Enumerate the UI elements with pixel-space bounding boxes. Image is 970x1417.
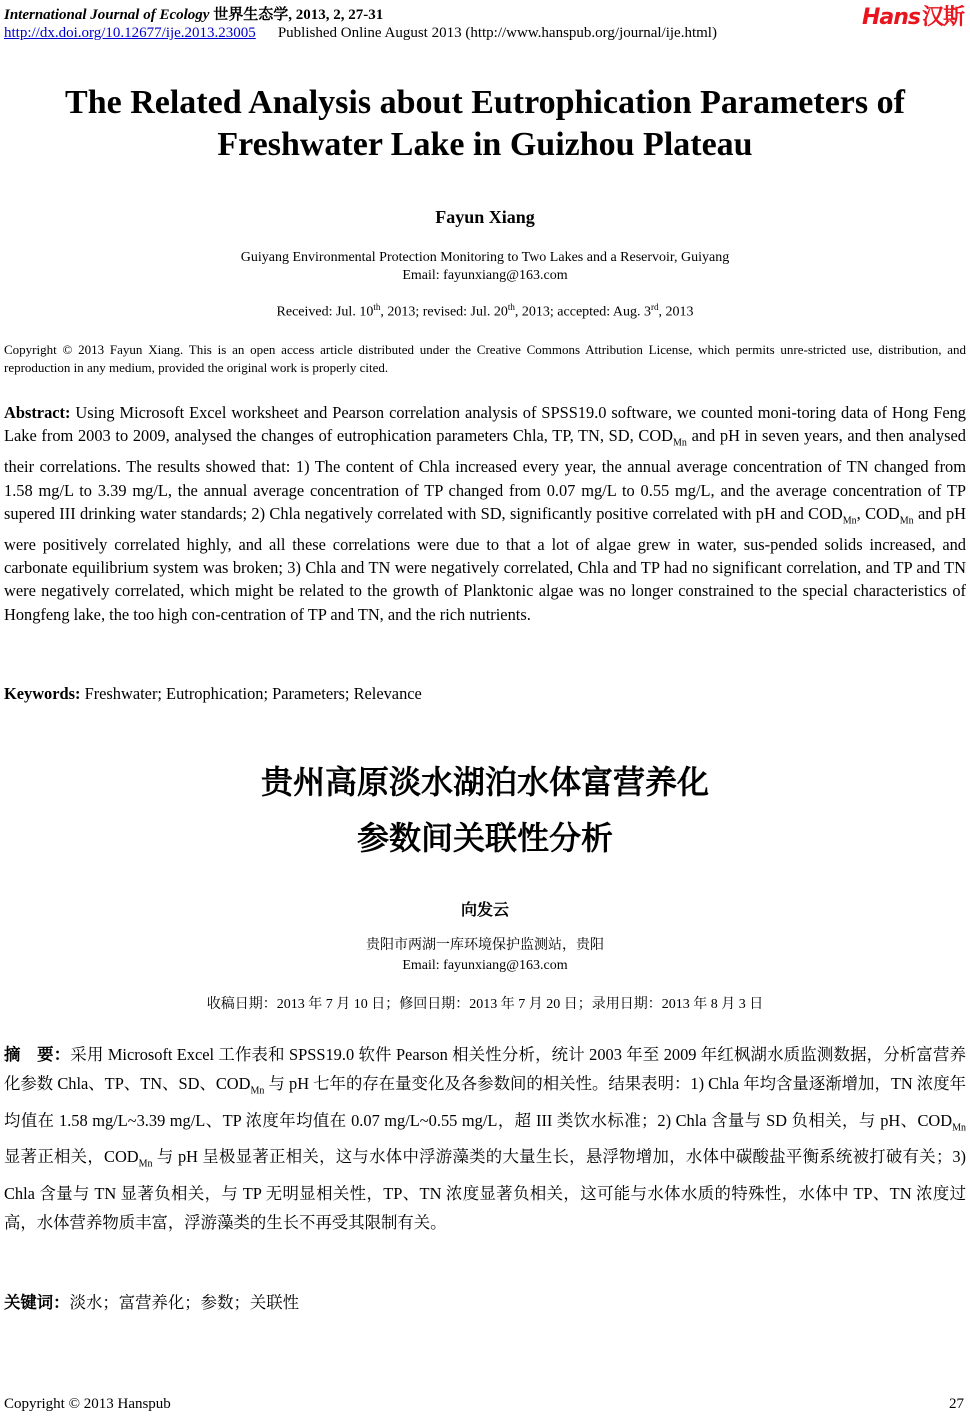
copyright-notice: Copyright © 2013 Fayun Xiang. This is an open access article distributed under the Creative Commons Attribution License, which permits unre-stricted use, distribution, and reproduction in any medium, provided the original work is properly cited. xyxy=(4,342,966,375)
title-en-line2: Freshwater Lake in Guizhou Plateau xyxy=(217,126,753,163)
subscript-mn: Mn xyxy=(673,437,687,449)
affiliation-en-block xyxy=(0,249,970,285)
dates-cn: 收稿日期：2013 年 7 月 10 日；修回日期：2013 年 7 月 20 日；录用日期：2013 年 8 月 3 日 xyxy=(206,997,764,1012)
dates-en xyxy=(0,302,970,321)
keywords-cn-label: 关键词： xyxy=(4,1293,70,1312)
keywords-cn-text: 淡水；富营养化；参数；关联性 xyxy=(69,1293,300,1312)
journal-name-en: International Journal of Ecology xyxy=(4,7,210,23)
subscript-mn: Mn xyxy=(250,1085,265,1097)
abstract-text: Using Microsoft Excel worksheet and Pearson correlation analysis of SPSS19.0 software, we counted moni-toring data of Hong Feng Lake from 2003 to 2009, analysed the changes of eutrophication parameters Chla, TP, TN, SD, COD xyxy=(4,403,966,446)
abstract-en xyxy=(4,401,966,626)
title-cn xyxy=(0,754,970,866)
footer-copyright: Copyright © 2013 Hanspub xyxy=(4,1396,171,1412)
abstract-cn-label: 摘 要： xyxy=(4,1045,71,1064)
subscript-mn: Mn xyxy=(899,515,914,527)
author-cn: 向发云 xyxy=(460,900,509,919)
email-en: Email: fayunxiang@163.com xyxy=(402,268,568,283)
abstract-label: Abstract: xyxy=(4,403,71,422)
received-sup: th xyxy=(373,302,381,312)
affiliation-cn: 贵阳市两湖一库环境保护监测站，贵阳 xyxy=(366,938,604,953)
author-en: Fayun Xiang xyxy=(435,207,535,227)
logo-cn: 汉斯 xyxy=(921,5,964,30)
keywords-cn xyxy=(4,1289,299,1313)
logo-latin: Hans xyxy=(861,5,920,30)
title-en-line1: The Related Analysis about Eutrophication Parameters of xyxy=(65,84,905,121)
abstract-cn-text: 与 pH 呈极显著正相关，这与水体中浮游藻类的大量生长，悬浮物增加，水体中碳酸盐平衡系统被打破有关；3) Chla 含量与 TN 显著负相关，与 TP 无明显相关性，TP、TN 浓度显著负相关，这可能与水体水质的特殊性，水体中 TP、TN 浓度过高，水体营养物质丰富，浮游藻类的生长不再受其限制有关。 xyxy=(4,1147,966,1233)
title-cn-line2: 参数间关联性分析 xyxy=(356,819,613,857)
email-cn: Email: fayunxiang@163.com xyxy=(402,958,568,973)
abstract-text: and pH were positively correlated highly, and all these correlations were due to that a lot of algae grew in water, sus-pended solids increased, and carbonate equilibrium system was broken; 3) Chla and TN were negatively correlated, Chla and TP had no significant correlation, and TP and TN were negatively correlated, which might be related to the growth of Planktonic algae was no longer constrained to the special characteristics of Hongfeng lake, the too high con-centration of TP and TN, and the rich nutrients. xyxy=(4,503,966,624)
journal-header xyxy=(4,3,383,24)
received-date: Received: Jul. 10 xyxy=(276,304,374,320)
doi-line xyxy=(4,25,717,42)
title-cn-line1: 贵州高原淡水湖泊水体富营养化 xyxy=(260,763,709,801)
abstract-text: , COD xyxy=(856,503,900,523)
title-en xyxy=(0,82,970,166)
keywords-text: Freshwater; Eutrophication; Parameters; Relevance xyxy=(80,684,422,703)
accepted-date: , 2013; accepted: Aug. 3 xyxy=(514,304,651,320)
keywords-label: Keywords: xyxy=(4,684,81,703)
revised-date: , 2013; revised: Jul. 20 xyxy=(380,304,508,320)
subscript-mn: Mn xyxy=(952,1122,966,1134)
page-number: 27 xyxy=(949,1396,964,1412)
dates-tail: , 2013 xyxy=(658,304,694,320)
subscript-mn: Mn xyxy=(138,1158,153,1170)
accepted-sup: rd xyxy=(650,302,659,312)
abstract-cn-text: 显著正相关，COD xyxy=(4,1147,139,1167)
abstract-cn-text: 与 pH 七年的存在量变化及各参数间的相关性。结果表明：1) Chla 年均含量逐渐增加，TN 浓度年均值在 1.58 mg/L~3.39 mg/L、TP 浓度年均值在 0.07 mg/L~0.55 mg/L，超 III 类饮水标准；2) Chla 含量与 SD 负相关，与 pH、COD xyxy=(4,1074,966,1130)
subscript-mn: Mn xyxy=(842,515,857,527)
revised-sup: th xyxy=(507,302,515,312)
published-online: Published Online August 2013 (http://www.hanspub.org/journal/ije.html) xyxy=(277,25,717,41)
affiliation-cn-block xyxy=(0,936,970,976)
journal-name-cn: 世界生态学 xyxy=(213,7,289,23)
doi-link[interactable]: http://dx.doi.org/10.12677/ije.2013.23005 xyxy=(4,25,256,41)
affiliation-en: Guiyang Environmental Protection Monitoring to Two Lakes and a Reservoir, Guiyang xyxy=(240,250,730,265)
abstract-text: and pH in seven years, and then analysed their correlations. The results showed that: 1) The content of Chla increased every year, the annual average concentration of TN changed from 1.58 mg/L to 3.39 mg/L, the annual average concentration of TP changed from 0.07 mg/L to 0.55 mg/L, and the average concentration of TP supered III drinking water standards; 2) Chla negatively correlated with SD, significantly positive correlated with pH and COD xyxy=(4,426,966,523)
volume-info: , 2013, 2, 27-31 xyxy=(288,7,384,23)
abstract-cn xyxy=(4,1040,966,1238)
keywords-en xyxy=(4,684,422,704)
hans-logo xyxy=(862,0,964,31)
abstract-cn-text: 采用 Microsoft Excel 工作表和 SPSS19.0 软件 Pearson 相关性分析，统计 2003 年至 2009 年红枫湖水质监测数据，分析富营养化参数 Chla、TP、TN、SD、COD xyxy=(4,1045,966,1094)
